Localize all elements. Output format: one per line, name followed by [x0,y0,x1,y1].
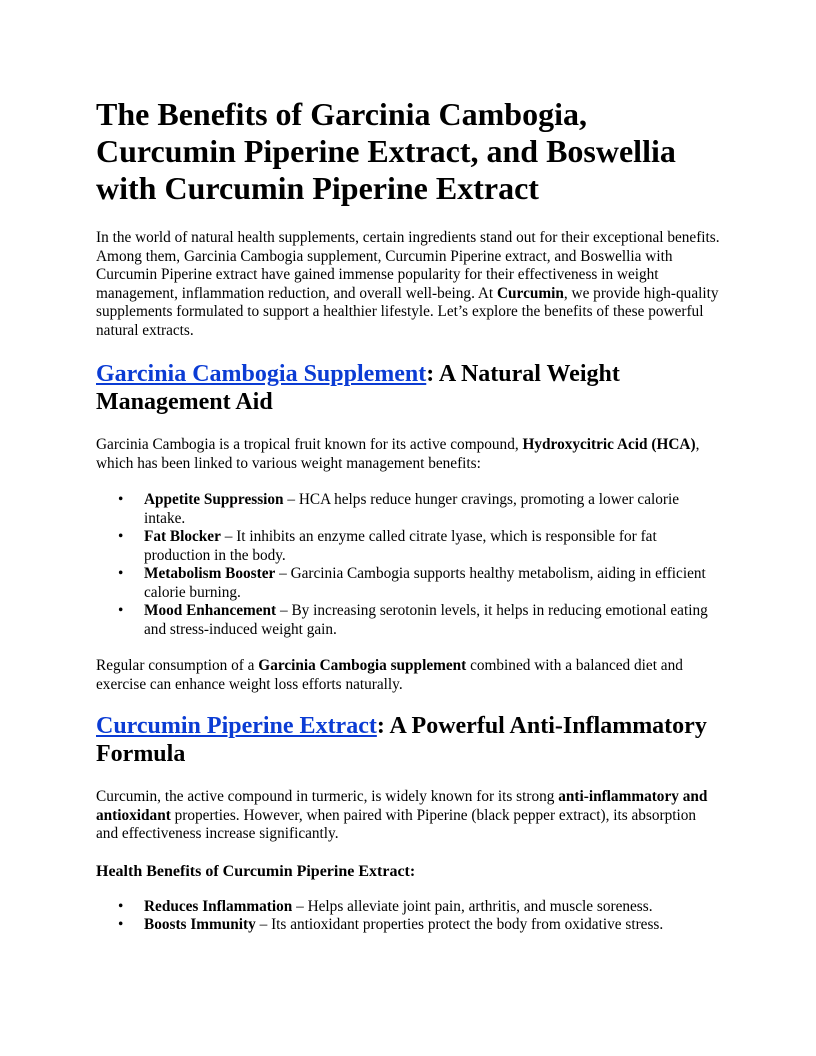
intro-paragraph: In the world of natural health supplements, certain ingredients stand out for their exceptional benefits. Among them, Garcinia Cambogia supplement, Curcumin Piperine extract, and Boswellia with Curcumin Piperine extract have gained immense popularity for their effectiveness in weight management, inflammation reduction, and overall well-being. At Curcumin, we provide high-quality supplements formulated to support a healthier lifestyle. Let’s explore the benefits of these powerful natural extracts. [96,229,720,339]
garcinia-closing-paragraph: Regular consumption of a Garcinia Cambogia supplement combined with a balanced diet and exercise can enhance weight loss efforts naturally. [96,657,683,693]
curcumin-intro-paragraph: Curcumin, the active compound in turmeric, is widely known for its strong anti-inflammatory and antioxidant properties. However, when paired with Piperine (black pepper extract), its absorption and effectiveness increase significantly. [96,788,708,842]
list-item: • Boosts Immunity – Its antioxidant properties protect the body from oxidative stress. [118,916,664,933]
bullet-icon: • [118,528,124,545]
bullet-icon: • [118,602,124,619]
list-item: • Metabolism Booster – Garcinia Cambogia supports healthy metabolism, aiding in efficient calorie burning. [118,565,706,601]
bullet-icon: • [118,916,124,933]
list-item: • Fat Blocker – It inhibits an enzyme called citrate lyase, which is responsible for fat production in the body. [118,528,657,564]
curcumin-benefits-subheading: Health Benefits of Curcumin Piperine Extract: [96,862,416,880]
bullet-icon: • [118,565,124,582]
garcinia-benefits-list [96,491,720,639]
list-item: • Appetite Suppression – HCA helps reduce hunger cravings, promoting a lower calorie intake. [118,491,680,527]
curcumin-benefits-list [96,898,720,935]
garcinia-heading: Garcinia Cambogia Supplement: A Natural Weight Management Aid [96,361,620,415]
brand-name: Curcumin [497,284,564,302]
document-page [96,96,720,953]
page-title: The Benefits of Garcinia Cambogia, Curcumin Piperine Extract, and Boswellia with Curcumin Piperine Extract [96,96,676,206]
curcumin-heading: Curcumin Piperine Extract: A Powerful Anti-Inflammatory Formula [96,713,707,767]
garcinia-intro-paragraph: Garcinia Cambogia is a tropical fruit known for its active compound, Hydroxycitric Acid (HCA), which has been linked to various weight management benefits: [96,436,700,472]
list-item: • Reduces Inflammation – Helps alleviate joint pain, arthritis, and muscle soreness. [118,897,653,915]
garcinia-cambogia-link[interactable]: Garcinia Cambogia Supplement [96,361,427,387]
bullet-icon: • [118,897,124,915]
curcumin-piperine-link[interactable]: Curcumin Piperine Extract [96,713,377,739]
bullet-icon: • [118,491,124,508]
list-item: • Mood Enhancement – By increasing serotonin levels, it helps in reducing emotional eating and stress-induced weight gain. [118,602,708,638]
